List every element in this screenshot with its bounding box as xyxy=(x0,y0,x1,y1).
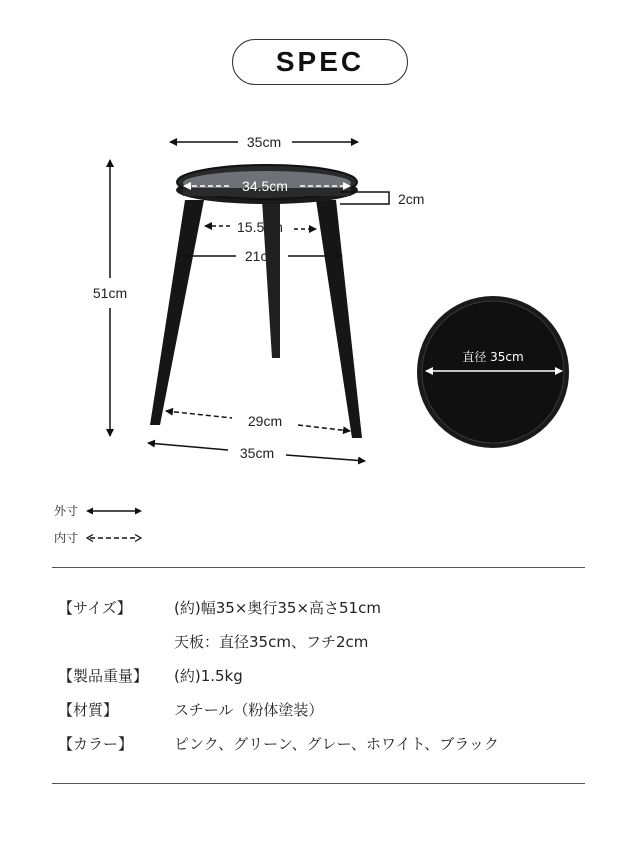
spec-row-color xyxy=(58,726,598,760)
base-inner-label: 29cm xyxy=(247,413,283,429)
spec-value: 天板：直径35cm、フチ2cm xyxy=(174,632,369,651)
legend-outer-label: 外寸 xyxy=(54,504,79,518)
legend-inner-label: 内寸 xyxy=(54,531,79,545)
spec-key: 【製品重量】 xyxy=(58,666,149,685)
divider-bottom xyxy=(52,783,585,784)
spec-key: 【サイズ】 xyxy=(58,598,132,617)
rim-height-label: 2cm xyxy=(398,191,425,207)
spec-row-top xyxy=(58,624,598,658)
spec-row-size xyxy=(58,590,598,624)
spec-key: 【材質】 xyxy=(58,700,119,719)
top-inner-width-label: 34.5cm xyxy=(242,178,288,194)
table-legs xyxy=(150,200,362,438)
top-outer-width-label: 35cm xyxy=(246,134,282,150)
spec-value: スチール（粉体塗装） xyxy=(174,700,324,719)
top-view-diameter-label: 直径 35cm xyxy=(462,350,524,364)
leg-outer-upper-label: 21cm xyxy=(244,248,280,264)
dashed-arrow-icon xyxy=(86,533,142,543)
spec-value: (約)1.5kg xyxy=(174,666,243,685)
legend-inner xyxy=(54,529,142,546)
spec-table xyxy=(58,590,598,760)
solid-arrow-icon xyxy=(86,506,142,516)
spec-title: SPEC xyxy=(275,46,365,77)
top-view-circle xyxy=(417,296,569,448)
divider-top xyxy=(52,567,585,568)
spec-row-weight xyxy=(58,658,598,692)
spec-value: ピンク、グリーン、グレー、ホワイト、ブラック xyxy=(174,734,499,753)
total-height-label: 51cm xyxy=(92,285,128,301)
spec-key: 【カラー】 xyxy=(58,734,134,753)
leg-inner-upper-label: 15.5cm xyxy=(237,219,283,235)
spec-value: (約)幅35×奥行35×高さ51cm xyxy=(174,598,381,617)
legend-outer xyxy=(54,502,142,519)
spec-row-material xyxy=(58,692,598,726)
base-outer-label: 35cm xyxy=(239,445,275,461)
